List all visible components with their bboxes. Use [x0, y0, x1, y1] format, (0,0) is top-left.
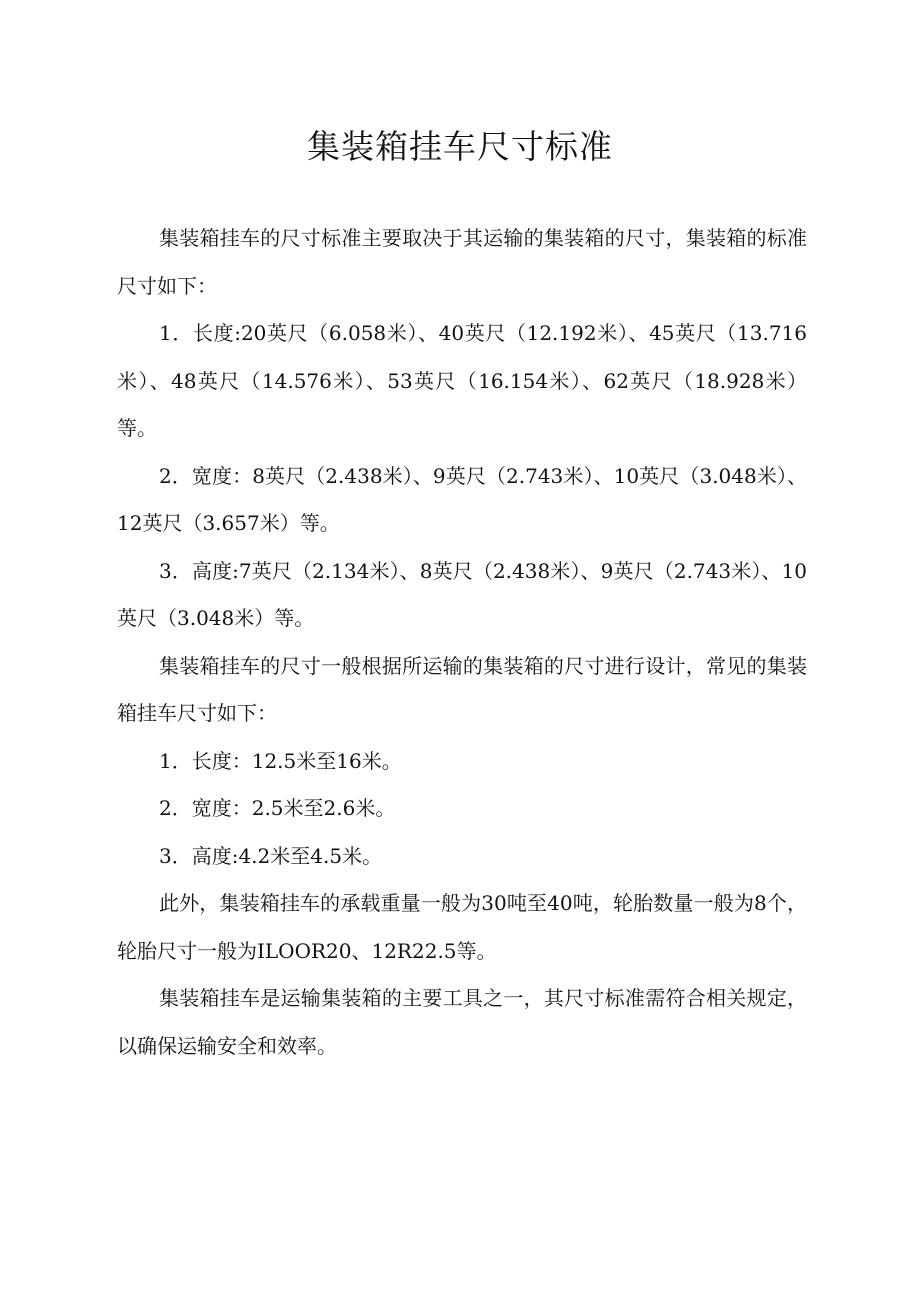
trailer-list-item-length: 1．长度：12.5米至16米。 [159, 748, 402, 773]
list-item-width: 2．宽度：8英尺（2.438米）、9英尺（2.743米）、10英尺（3.048米）、12英尺（3.657米）等。 [117, 463, 807, 535]
load-tire-paragraph: 此外，集装箱挂车的承载重量一般为30吨至40吨，轮胎数量一般为8个，轮胎尺寸一般为ILOOR20、12R22.5等。 [117, 891, 807, 963]
conclusion-paragraph: 集装箱挂车是运输集装箱的主要工具之一，其尺寸标准需符合相关规定，以确保运输安全和效率。 [117, 986, 807, 1058]
page-title: 集装箱挂车尺寸标准 [307, 127, 613, 166]
trailer-size-paragraph: 集装箱挂车的尺寸一般根据所运输的集装箱的尺寸进行设计，常见的集装箱挂车尺寸如下： [117, 653, 807, 725]
trailer-list-item-height: 3．高度:4.2米至4.5米。 [159, 843, 383, 868]
trailer-list-item-width: 2．宽度：2.5米至2.6米。 [159, 796, 396, 820]
list-item-length: 1．长度:20英尺（6.058米）、40英尺（12.192米）、45英尺（13.716米）、48英尺（14.576米）、53英尺（16.154米）、62英尺（18.928米）等。 [117, 321, 807, 440]
document-body [117, 215, 807, 1070]
list-item-height: 3．高度:7英尺（2.134米）、8英尺（2.438米）、9英尺（2.743米）、10英尺（3.048米）等。 [117, 558, 807, 630]
intro-paragraph: 集装箱挂车的尺寸标准主要取决于其运输的集装箱的尺寸，集装箱的标准尺寸如下： [117, 226, 807, 298]
